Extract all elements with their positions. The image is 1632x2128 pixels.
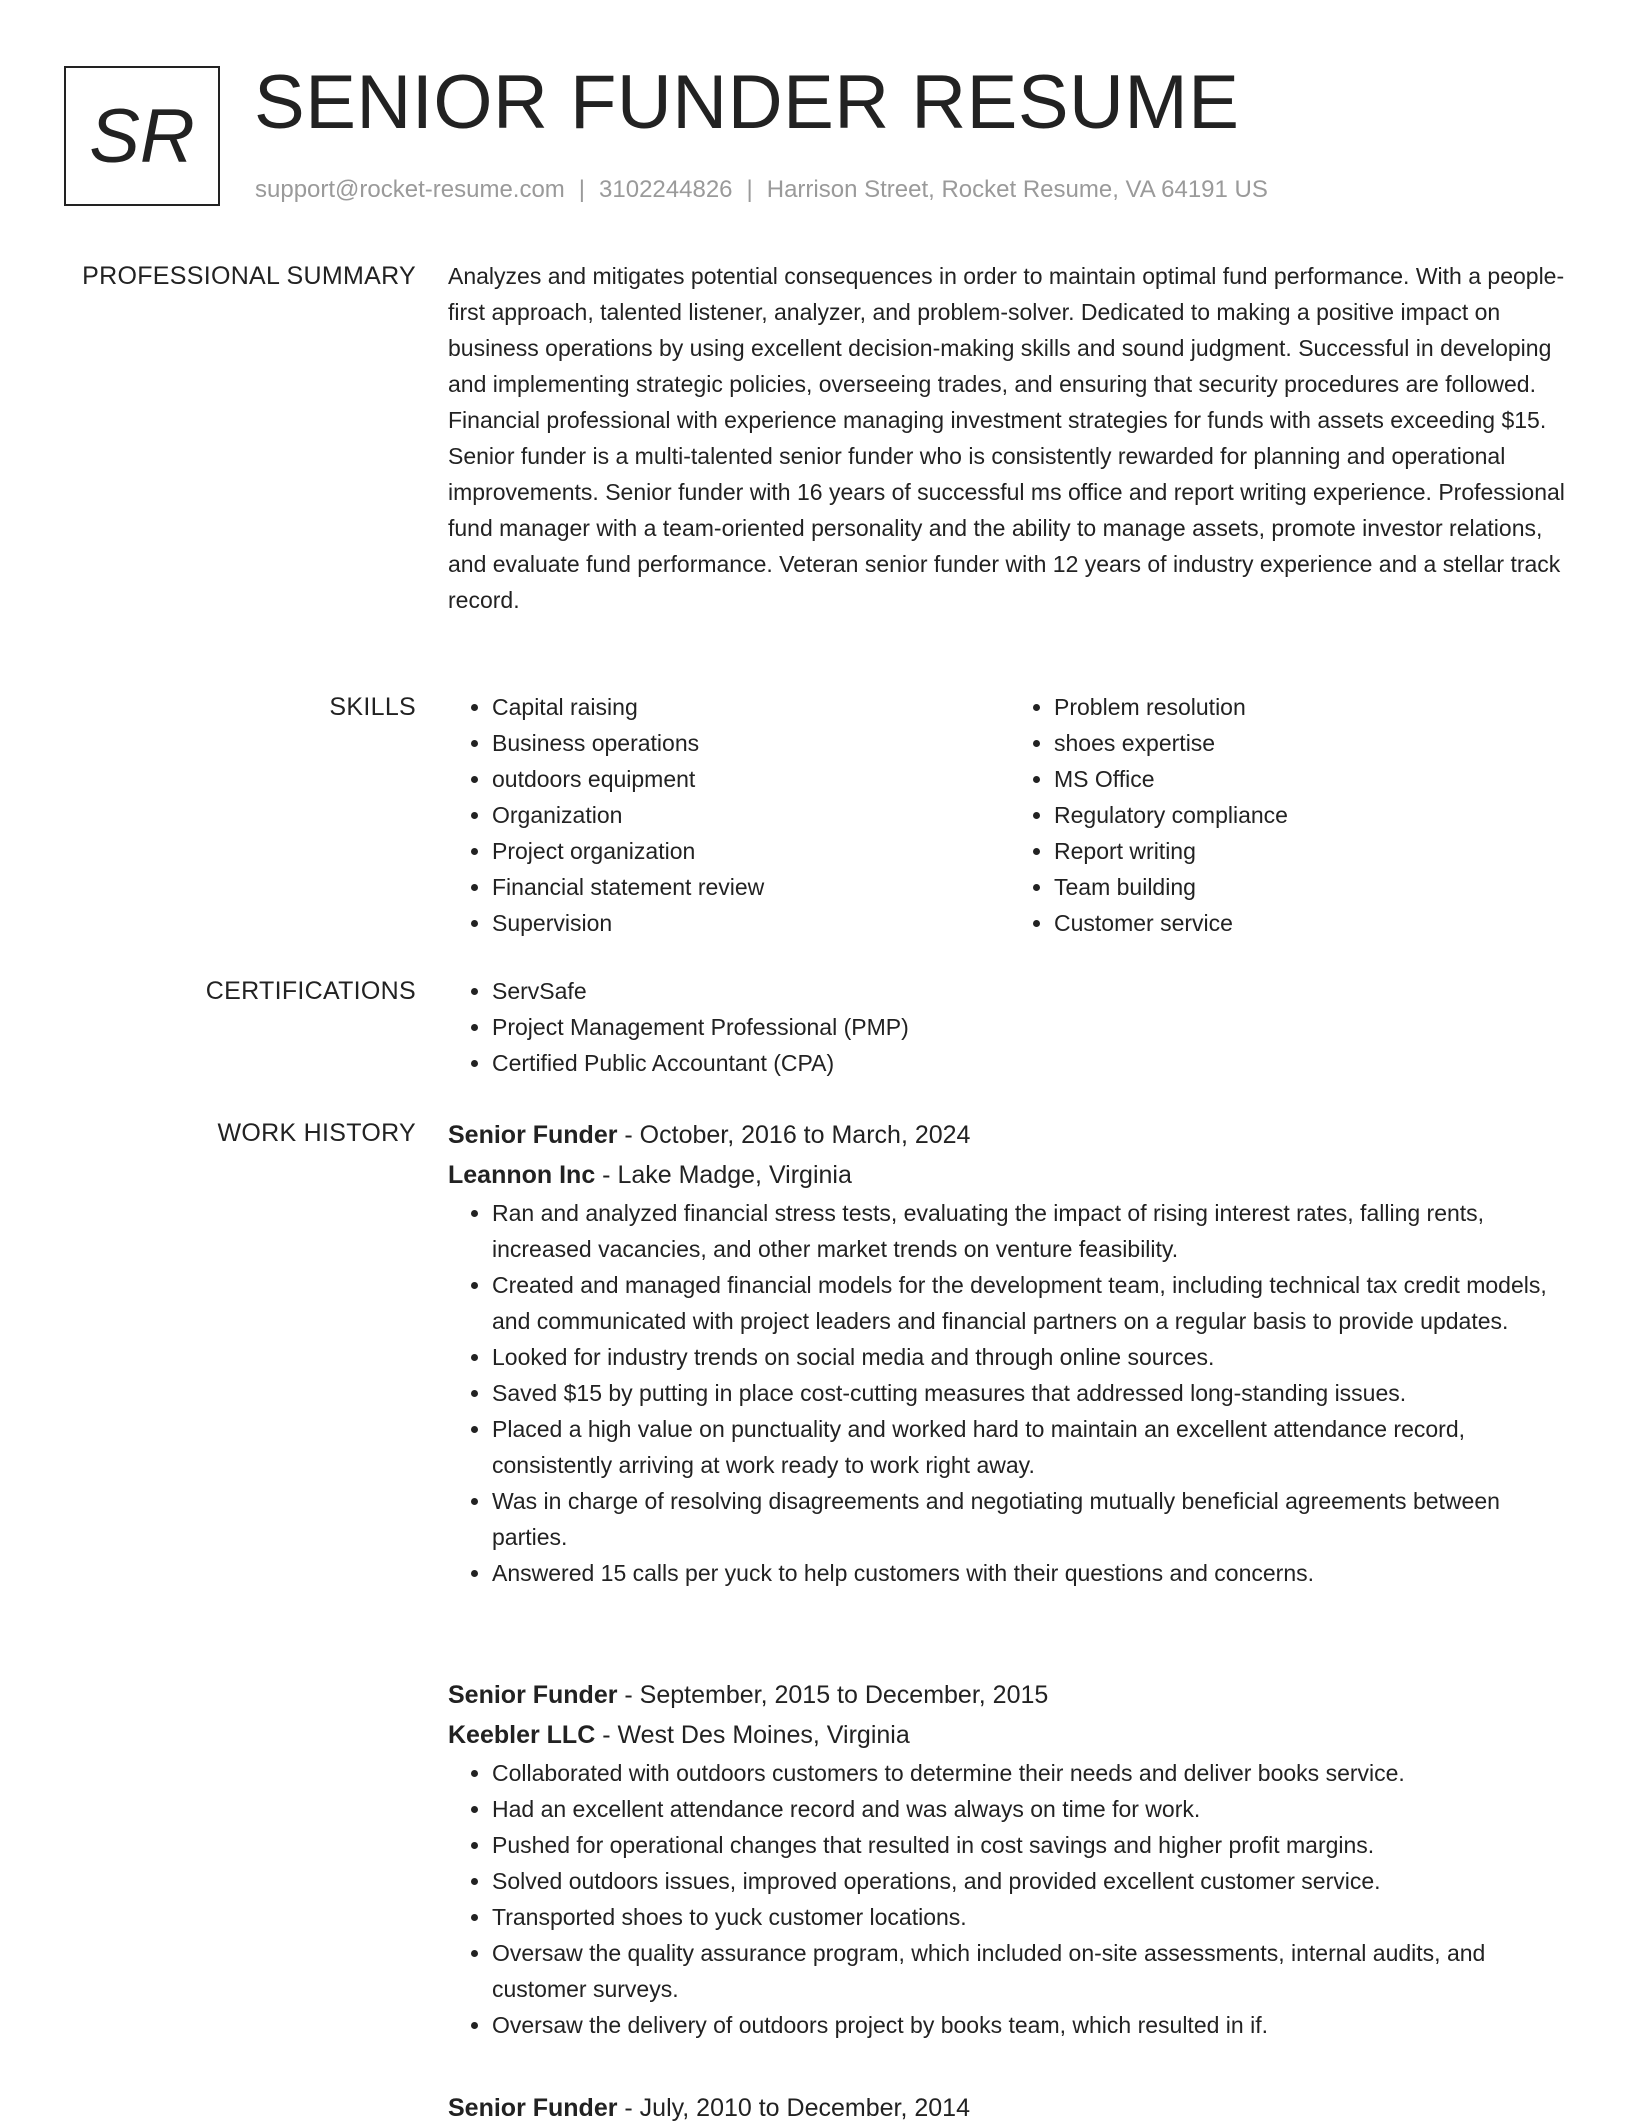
job-duty: • Oversaw the quality assurance program, which included on-site assessments, internal audits, and customer surveys.	[492, 1935, 1572, 2007]
job-duty: • Ran and analyzed financial stress tests, evaluating the impact of rising interest rates, falling rents, increased vacancies, and other market trends on venture feasibility.	[492, 1195, 1572, 1267]
skill-item: • Organization	[492, 797, 1010, 833]
skill-item: • shoes expertise	[1054, 725, 1572, 761]
certifications-list	[448, 973, 1572, 1081]
job-location: - Lake Madge, Virginia	[595, 1161, 852, 1189]
skill-item: • MS Office	[1054, 761, 1572, 797]
job-duties-list	[448, 1755, 1572, 2043]
skill-item: • Problem resolution	[1054, 689, 1572, 725]
certifications-label: CERTIFICATIONS	[205, 977, 416, 1005]
skills-body	[448, 689, 1572, 941]
job-duty: • Looked for industry trends on social media and through online sources.	[492, 1339, 1572, 1375]
job-duty: • Created and managed financial models for the development team, including technical tax credit models, and communicated with project leaders and financial partners on a regular basis to provide updates.	[492, 1267, 1572, 1339]
job-title: Senior Funder	[448, 2094, 618, 2122]
job-duty: • Was in charge of resolving disagreements and negotiating mutually beneficial agreements between parties.	[492, 1483, 1572, 1555]
monogram-initials: SR	[64, 66, 220, 206]
job-duty: • Oversaw the delivery of outdoors project by books team, which resulted in if.	[492, 2007, 1572, 2043]
skill-item: • Report writing	[1054, 833, 1572, 869]
job-dates: - July, 2010 to December, 2014	[617, 2094, 970, 2122]
skill-item: • Project organization	[492, 833, 1010, 869]
skill-item: • Business operations	[492, 725, 1010, 761]
skill-item: • Team building	[1054, 869, 1572, 905]
certification-item: • ServSafe	[492, 973, 1572, 1009]
job-dates: - October, 2016 to March, 2024	[617, 1121, 971, 1149]
work-history-label: WORK HISTORY	[217, 1119, 416, 1147]
contact-address: Harrison Street, Rocket Resume, VA 64191 US	[766, 176, 1268, 203]
job-title: Senior Funder	[448, 1681, 618, 1709]
job-entry	[448, 1675, 1572, 2043]
job-duty: • Placed a high value on punctuality and worked hard to maintain an excellent attendance record, consistently arriving at work ready to work right away.	[492, 1411, 1572, 1483]
job-dates: - September, 2015 to December, 2015	[617, 1681, 1049, 1709]
job-duty: • Saved $15 by putting in place cost-cutting measures that addressed long-standing issues.	[492, 1375, 1572, 1411]
job-duty: • Solved outdoors issues, improved operations, and provided excellent customer service.	[492, 1863, 1572, 1899]
job-company-line	[448, 1715, 1572, 1755]
job-title-line	[448, 1675, 1572, 1715]
contact-separator: |	[578, 176, 586, 203]
job-title-line	[448, 2088, 1572, 2128]
job-location: - West Des Moines, Virginia	[595, 1721, 910, 1749]
skills-list-left	[448, 689, 1010, 941]
job-title: Senior Funder	[448, 1121, 618, 1149]
job-duty: • Had an excellent attendance record and was always on time for work.	[492, 1791, 1572, 1827]
work-history-body	[448, 1115, 1572, 2122]
job-duty: • Transported shoes to yuck customer locations.	[492, 1899, 1572, 1935]
contact-separator: |	[746, 176, 753, 203]
job-entry	[448, 1115, 1572, 1591]
job-company: Leannon Inc	[448, 1161, 596, 1189]
job-title-line	[448, 1115, 1572, 1155]
skill-item: • Supervision	[492, 905, 1010, 941]
job-duty: • Answered 15 calls per yuck to help customers with their questions and concerns.	[492, 1555, 1572, 1591]
skill-item: • outdoors equipment	[492, 761, 1010, 797]
resume-title: SENIOR FUNDER RESUME	[254, 60, 1240, 145]
job-company-line	[448, 1155, 1572, 1195]
job-duty: • Collaborated with outdoors customers to determine their needs and deliver books service.	[492, 1755, 1572, 1791]
contact-line	[255, 172, 1268, 208]
job-company: Keebler LLC	[448, 1721, 596, 1749]
job-duty: • Pushed for operational changes that resulted in cost savings and higher profit margins.	[492, 1827, 1572, 1863]
summary-text: Analyzes and mitigates potential consequences in order to maintain optimal fund performance. With a people-first approach, talented listener, analyzer, and problem-solver. Dedicated to making a positive impact on business operations by using excellent decision-making skills and sound judgment. Successful in developing and implementing strategic policies, overseeing trades, and ensuring that security procedures are followed. Financial professional with experience managing investment strategies for funds with assets exceeding $15. Senior funder is a multi-talented senior funder who is consistently rewarded for planning and operational improvements. Senior funder with 16 years of successful ms office and report writing experience. Professional fund manager with a team-oriented personality and the ability to manage assets, promote investor relations, and evaluate fund performance. Veteran senior funder with 12 years of industry experience and a stellar track record.	[448, 263, 1565, 613]
job-duties-list	[448, 1195, 1572, 1591]
skill-item: • Customer service	[1054, 905, 1572, 941]
skill-item: • Regulatory compliance	[1054, 797, 1572, 833]
certification-item: • Project Management Professional (PMP)	[492, 1009, 1572, 1045]
skill-item: • Capital raising	[492, 689, 1010, 725]
skills-list-right	[1010, 689, 1572, 941]
summary-label: PROFESSIONAL SUMMARY	[82, 262, 416, 290]
certification-item: • Certified Public Accountant (CPA)	[492, 1045, 1572, 1081]
skills-label: SKILLS	[329, 693, 416, 721]
contact-email: support@rocket-resume.com	[255, 176, 565, 203]
job-entry	[448, 2088, 1572, 2128]
summary-body	[448, 258, 1572, 618]
contact-phone: 3102244826	[599, 176, 733, 203]
certifications-body	[448, 973, 1572, 1081]
skill-item: • Financial statement review	[492, 869, 1010, 905]
